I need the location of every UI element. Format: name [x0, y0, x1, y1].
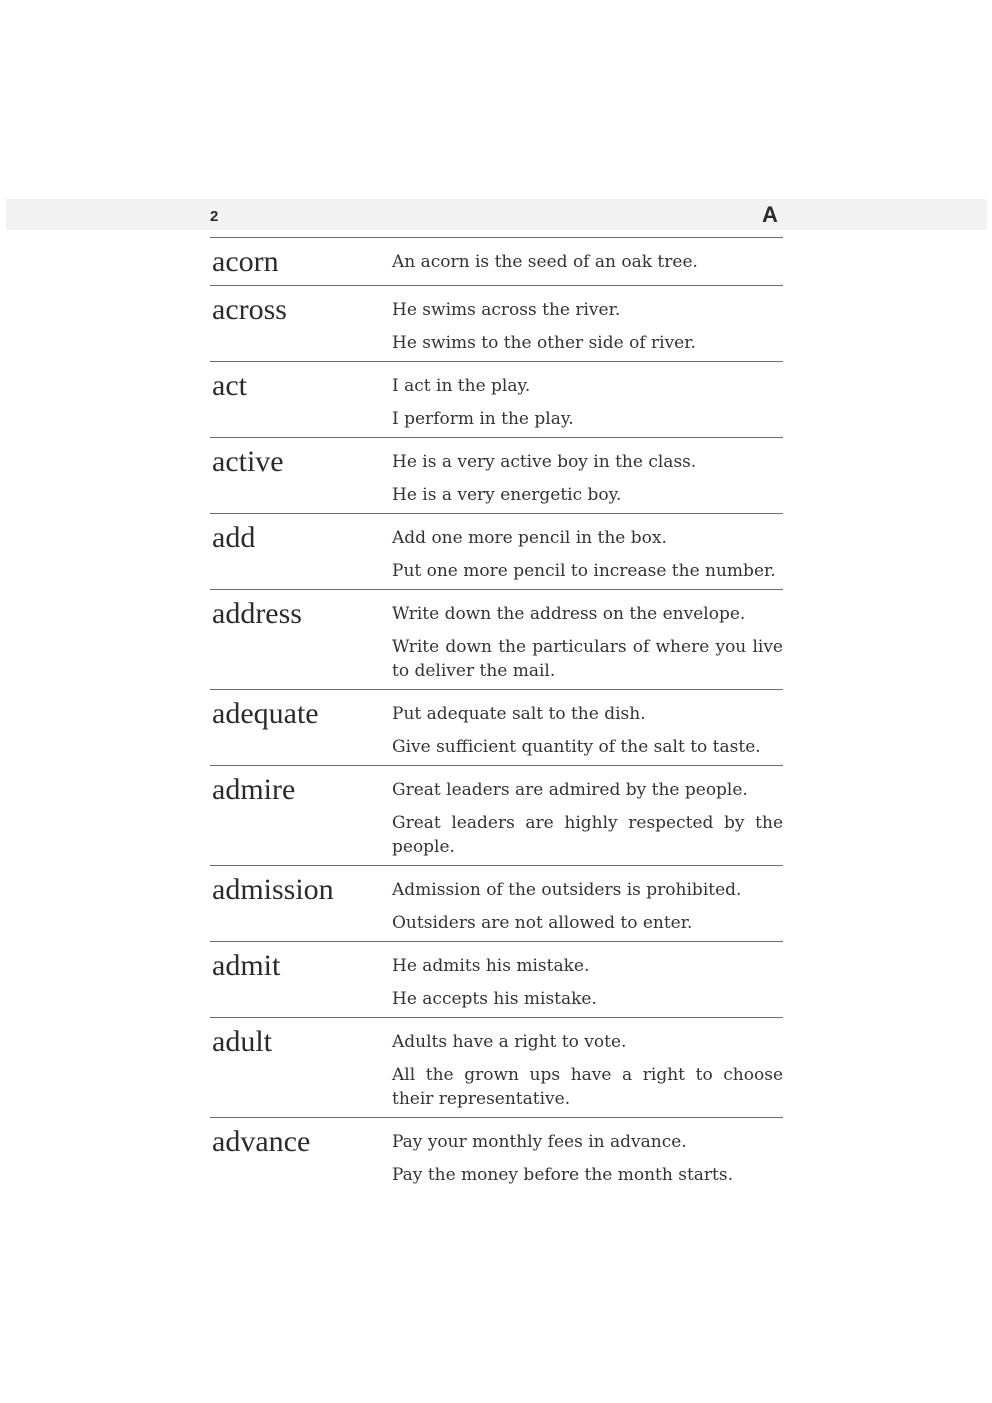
example-sentences: [392, 245, 783, 279]
example-sentence: He is a very active boy in the class.: [392, 452, 697, 472]
example-sentences: [392, 293, 783, 355]
dictionary-entry: [210, 513, 783, 589]
example-sentence: He is a very energetic boy.: [392, 485, 622, 505]
example-sentences: [392, 773, 783, 859]
headword: acorn: [212, 245, 279, 278]
headword: advance: [212, 1125, 311, 1158]
example-sentences: [392, 597, 783, 683]
dictionary-entry: [210, 765, 783, 865]
example-sentence: He accepts his mistake.: [392, 989, 597, 1009]
example-sentence: I perform in the play.: [392, 409, 574, 429]
dictionary-entry: [210, 865, 783, 941]
dictionary-entry: [210, 361, 783, 437]
example-sentence: Pay the money before the month starts.: [392, 1165, 734, 1185]
headword: active: [212, 445, 284, 478]
example-sentence: Add one more pencil in the box.: [392, 528, 667, 548]
dictionary-entry: [210, 1117, 783, 1193]
headword: admission: [212, 873, 334, 906]
example-sentence: Outsiders are not allowed to enter.: [392, 913, 693, 933]
dictionary-entries: [210, 237, 783, 1193]
example-sentence: Write down the particulars of where you live to deliver the mail.: [392, 637, 783, 681]
headword: admire: [212, 773, 296, 806]
dictionary-entry: [210, 689, 783, 765]
headword: adequate: [212, 697, 319, 730]
headword: act: [212, 369, 247, 402]
example-sentences: [392, 445, 783, 507]
dictionary-entry: [210, 1017, 783, 1117]
example-sentence: Pay your monthly fees in advance.: [392, 1132, 687, 1152]
headword: across: [212, 293, 287, 326]
example-sentence: Write down the address on the envelope.: [392, 604, 746, 624]
headword: admit: [212, 949, 281, 982]
example-sentence: All the grown ups have a right to choose their representative.: [392, 1065, 783, 1109]
example-sentence: I act in the play.: [392, 376, 531, 396]
example-sentences: [392, 1025, 783, 1111]
dictionary-entry: [210, 941, 783, 1017]
example-sentence: He swims to the other side of river.: [392, 333, 696, 353]
example-sentences: [392, 697, 783, 759]
example-sentence: Put adequate salt to the dish.: [392, 704, 646, 724]
example-sentences: [392, 873, 783, 935]
example-sentences: [392, 369, 783, 431]
example-sentence: An acorn is the seed of an oak tree.: [392, 252, 698, 272]
example-sentences: [392, 521, 783, 583]
headword: address: [212, 597, 302, 630]
example-sentence: He admits his mistake.: [392, 956, 590, 976]
example-sentences: [392, 949, 783, 1011]
dictionary-entry: [210, 237, 783, 285]
example-sentences: [392, 1125, 783, 1187]
header-band: [6, 199, 987, 230]
example-sentence: Give sufficient quantity of the salt to taste.: [392, 737, 761, 757]
dictionary-entry: [210, 589, 783, 689]
dictionary-entry: [210, 437, 783, 513]
example-sentence: Admission of the outsiders is prohibited.: [392, 880, 742, 900]
dictionary-entry: [210, 285, 783, 361]
example-sentence: He swims across the river.: [392, 300, 621, 320]
example-sentence: Adults have a right to vote.: [392, 1032, 627, 1052]
example-sentence: Great leaders are admired by the people.: [392, 780, 748, 800]
example-sentence: Put one more pencil to increase the number.: [392, 561, 776, 581]
headword: adult: [212, 1025, 272, 1058]
page-number: 2: [210, 208, 219, 225]
example-sentence: Great leaders are highly respected by the people.: [392, 813, 783, 857]
section-letter: A: [762, 202, 778, 227]
headword: add: [212, 521, 256, 554]
